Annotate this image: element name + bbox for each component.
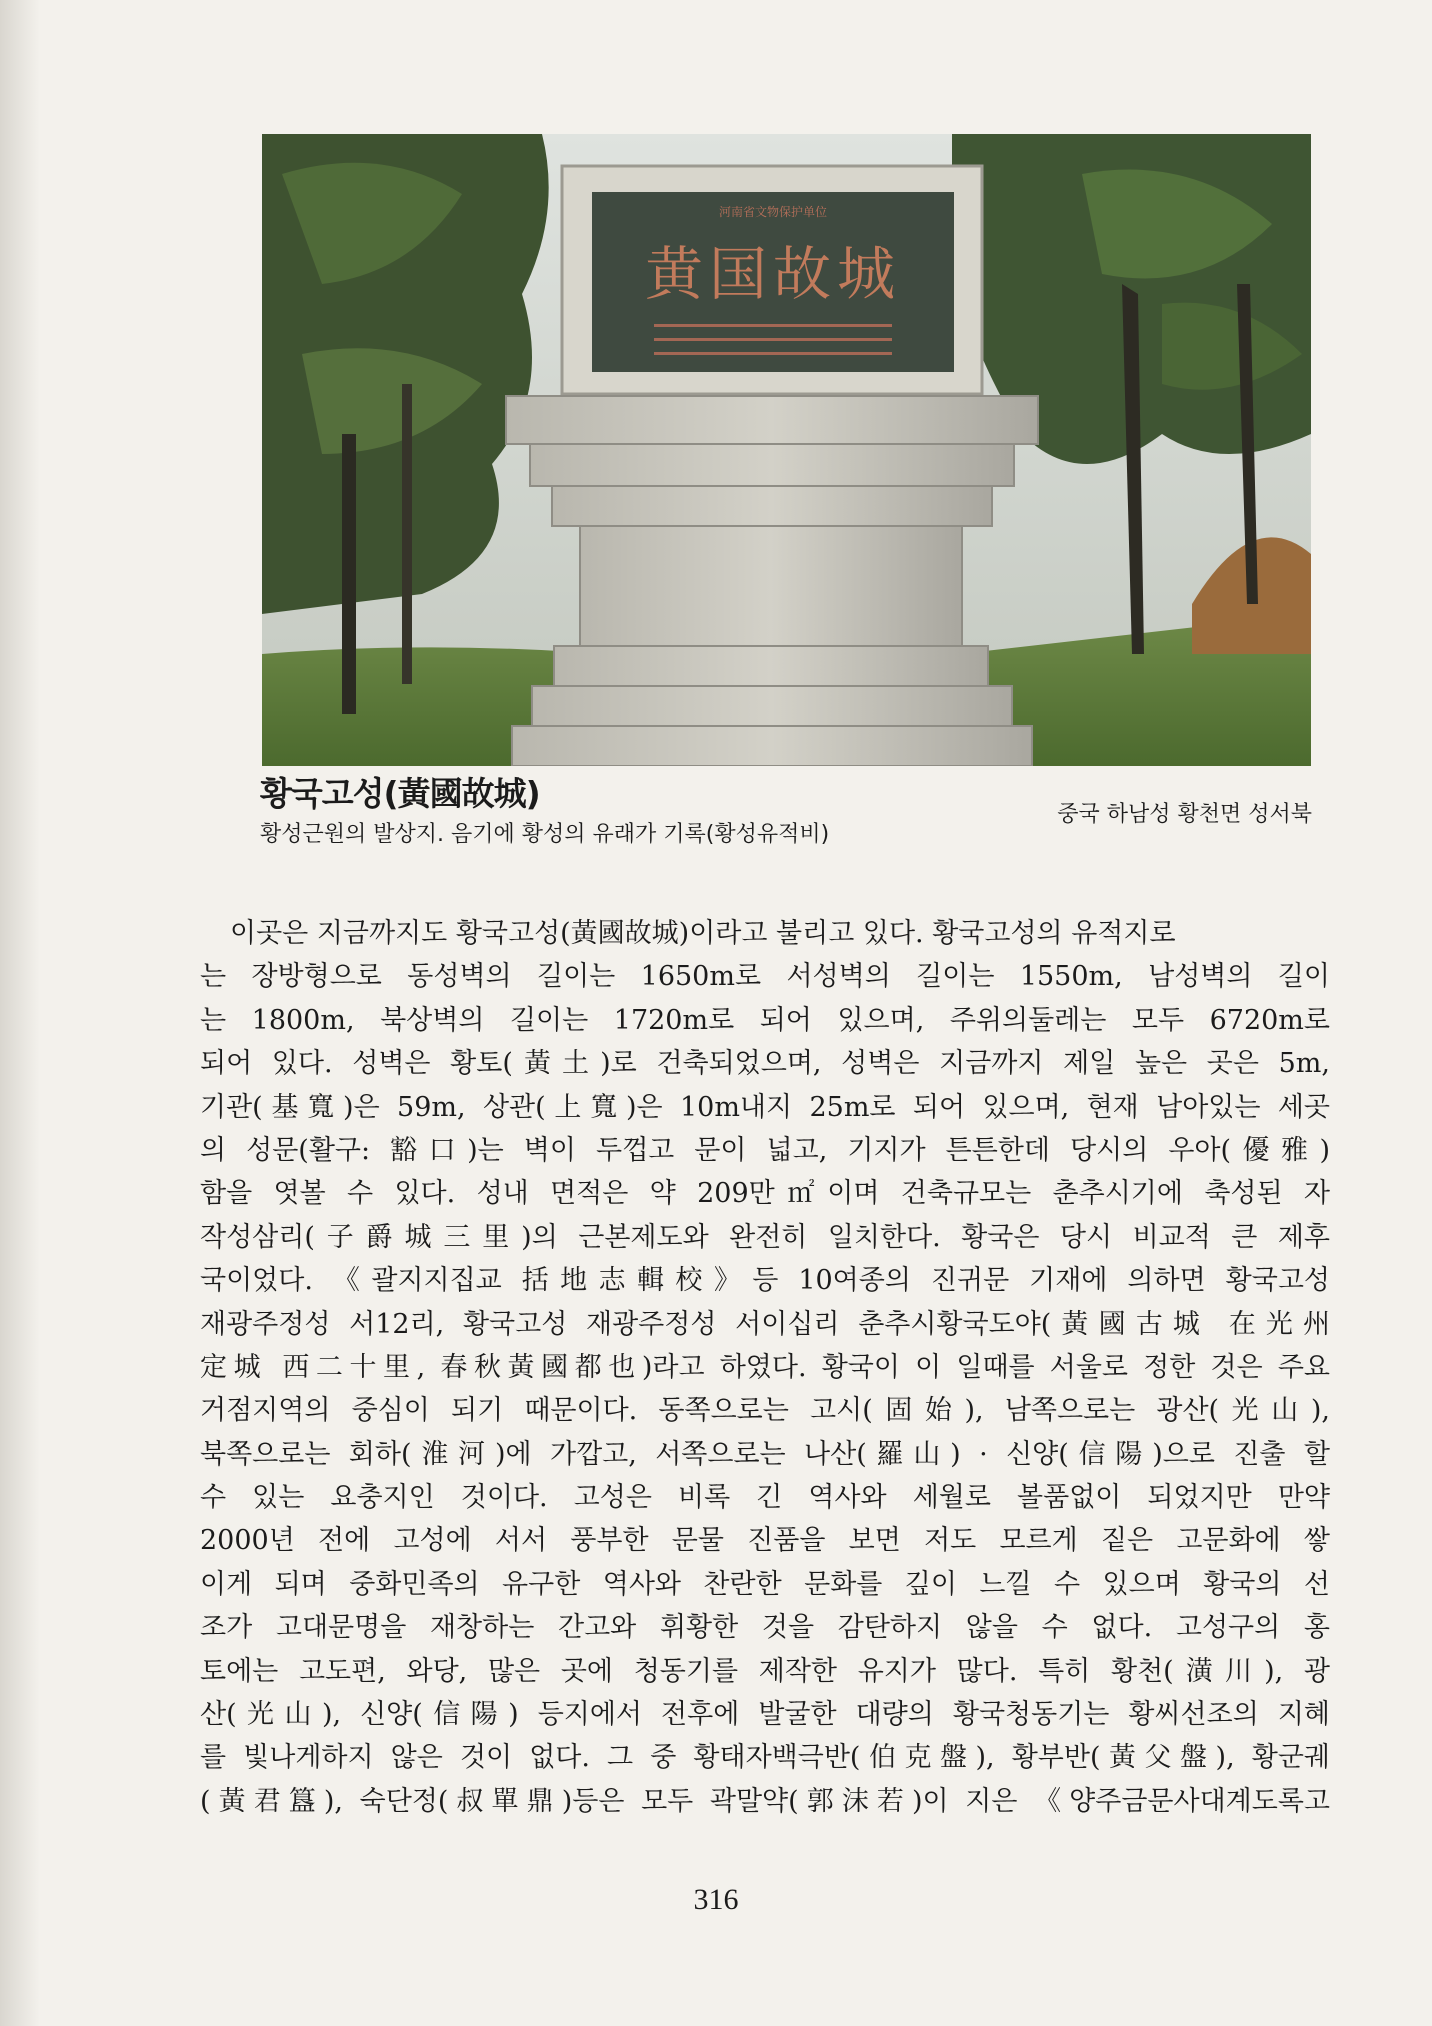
text-line: 수 있는 요충지인 것이다. 고성은 비록 긴 역사와 세월로 볼품없이 되었지만 만약 xyxy=(200,1482,1330,1514)
text-line: 이게 되며 중화민족의 유구한 역사와 찬란한 문화를 깊이 느낄 수 있으며 황국의 선 xyxy=(200,1568,1330,1600)
text-line: 작성삼리(子爵城三里)의 근본제도와 완전히 일치한다. 황국은 당시 비교적 큰 제후 xyxy=(200,1221,1330,1253)
text-line: 2000년 전에 고성에 서서 풍부한 문물 진품을 보면 저도 모르게 짙은 고문화에 쌓 xyxy=(200,1525,1330,1557)
caption-subtitle: 황성근원의 발상지. 음기에 황성의 유래가 기록(황성유적비) xyxy=(260,822,830,847)
monument-inscription: 黄国故城 xyxy=(644,240,902,308)
text-line: 재광주정성 서12리, 황국고성 재광주정성 서이십리 춘추시황국도야(黃國古城 在光州 xyxy=(200,1308,1330,1340)
text-line: (黃君簋), 숙단정(叔單鼎)등은 모두 곽말약(郭沫若)이 지은 《양주금문사대계도록고 xyxy=(200,1785,1330,1817)
text-line: 국이었다. 《괄지지집교 括地志輯校》등 10여종의 진귀문 기재에 의하면 황국고성 xyxy=(200,1265,1330,1297)
monument-photo xyxy=(262,134,1311,766)
text-line: 북쪽으로는 회하(淮河)에 가깝고, 서쪽으로는 나산(羅山) · 신양(信陽)으로 진출 할 xyxy=(200,1438,1330,1470)
text-line: 토에는 고도편, 와당, 많은 곳에 청동기를 제작한 유지가 많다. 특히 황천(潢川), 광 xyxy=(200,1655,1330,1687)
text-line: 는 1800m, 북상벽의 길이는 1720m로 되어 있으며, 주위의둘레는 모두 6720m로 xyxy=(200,1004,1330,1036)
text-line: 定城 西二十里, 春秋黃國都也)라고 하였다. 황국이 이 일때를 서울로 정한 것은 주요 xyxy=(200,1351,1330,1383)
body-paragraph xyxy=(200,912,1330,1823)
page-binding-shadow xyxy=(0,0,40,2026)
text-line: 기관(基寬)은 59m, 상관(上寬)은 10m내지 25m로 되어 있으며, 현재 남아있는 세곳 xyxy=(200,1091,1330,1123)
text-line: 거점지역의 중심이 되기 때문이다. 동쪽으로는 고시(固始), 남쪽으로는 광산(光山), xyxy=(200,1395,1330,1427)
caption-title: 황국고성(黃國故城) xyxy=(260,774,540,813)
text-line: 함을 엿볼 수 있다. 성내 면적은 약 209만㎡이며 건축규모는 춘추시기에 축성된 자 xyxy=(200,1178,1330,1210)
caption-location: 중국 하남성 황천면 성서북 xyxy=(1057,802,1312,827)
text-line: 산(光山), 신양(信陽) 등지에서 전후에 발굴한 대량의 황국청동기는 황씨선조의 지혜 xyxy=(200,1699,1330,1731)
text-line: 조가 고대문명을 재창하는 간고와 휘황한 것을 감탄하지 않을 수 없다. 고성구의 홍 xyxy=(200,1612,1330,1644)
text-line: 되어 있다. 성벽은 황토(黃土)로 건축되었으며, 성벽은 지금까지 제일 높은 곳은 5m, xyxy=(200,1048,1330,1080)
text-line: 는 장방형으로 동성벽의 길이는 1650m로 서성벽의 길이는 1550m, 남성벽의 길이 xyxy=(200,961,1330,993)
text-line: 이곳은 지금까지도 황국고성(黃國故城)이라고 불리고 있다. 황국고성의 유적지로 xyxy=(230,918,1176,949)
text-line: 의 성문(활구: 豁口)는 벽이 두껍고 문이 넓고, 기지가 튼튼한데 당시의 우아(優雅) xyxy=(200,1134,1330,1166)
svg-text:河南省文物保护单位: 河南省文物保护单位 xyxy=(718,205,828,219)
text-line: 를 빛나게하지 않은 것이 없다. 그 중 황태자백극반(伯克盤), 황부반(黃父盤), 황군궤 xyxy=(200,1742,1330,1774)
page-number: 316 xyxy=(693,1883,739,1916)
monument-illustration xyxy=(262,134,1311,766)
